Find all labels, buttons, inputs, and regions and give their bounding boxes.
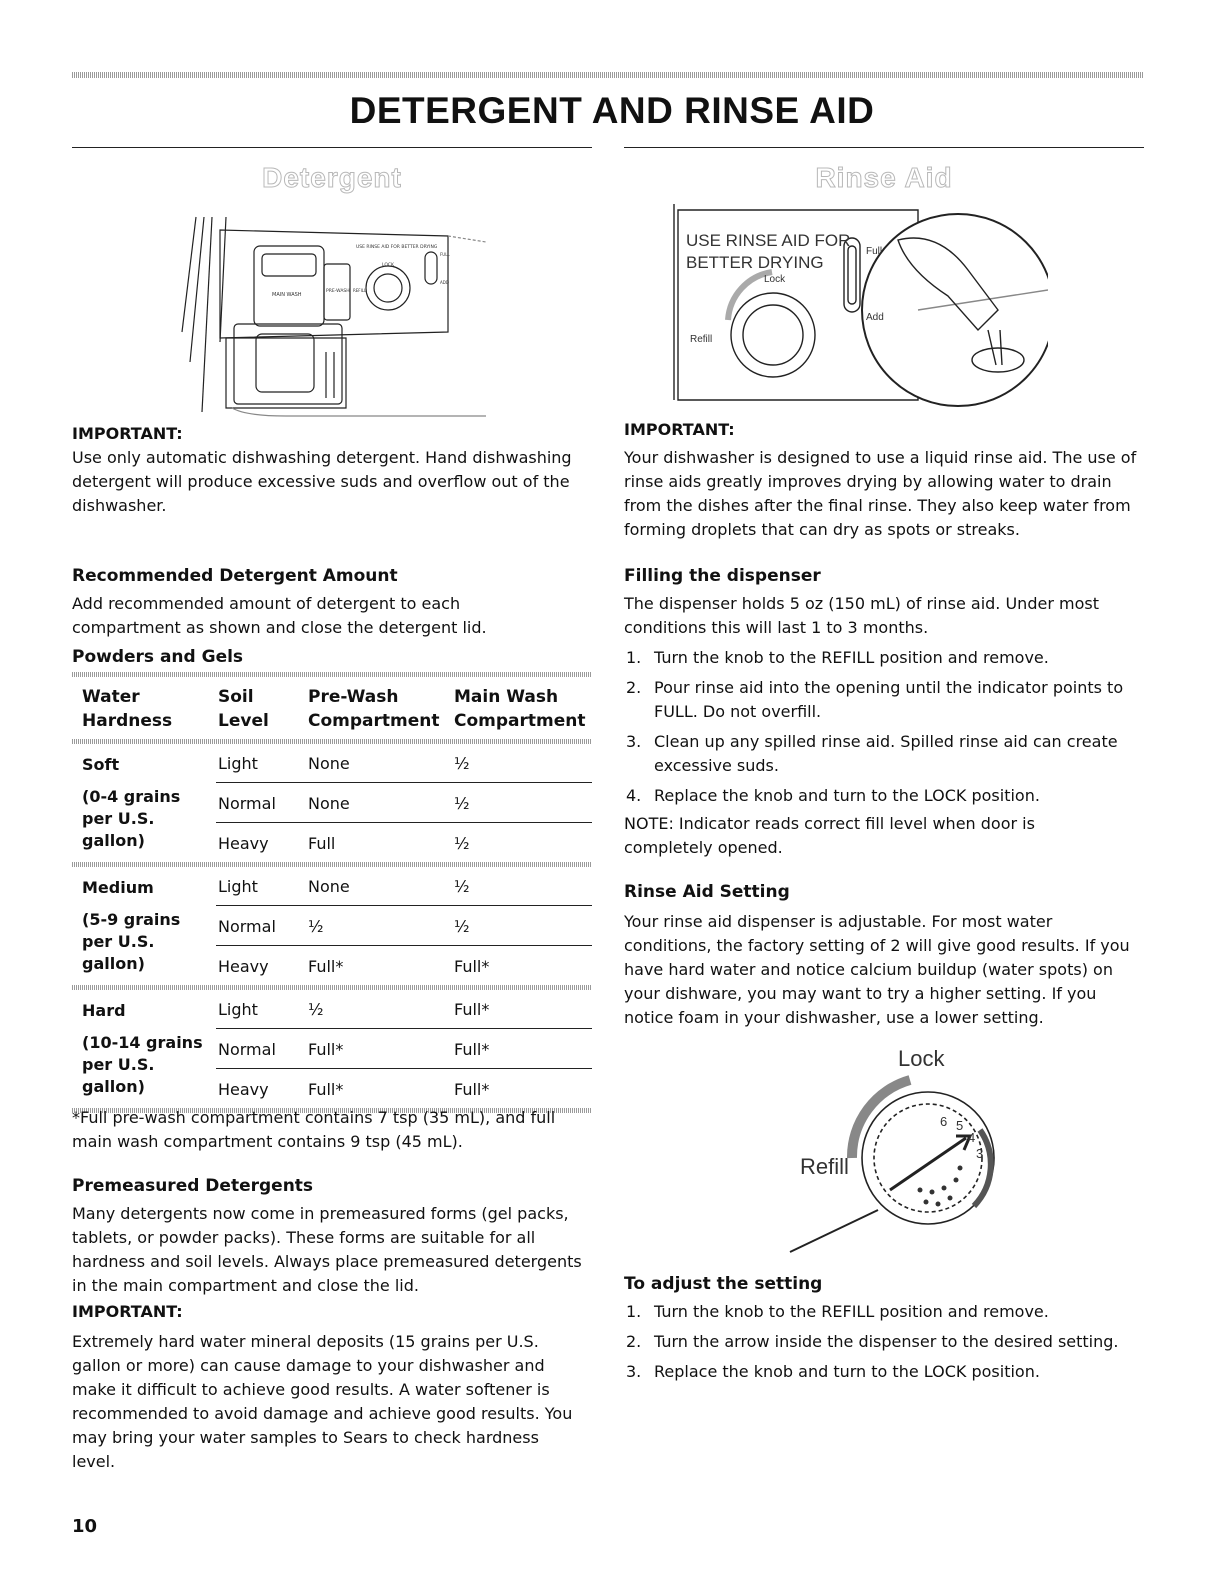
list-item	[624, 1330, 1144, 1354]
step-number: 2.	[626, 1332, 642, 1351]
hardness-name: Medium	[82, 878, 154, 897]
figure-lock-label: LOCK	[382, 263, 394, 268]
header-text: Pre-Wash	[308, 687, 399, 707]
header-main-wash	[454, 685, 586, 733]
figure-add-label: ADD	[440, 280, 449, 285]
table-row	[216, 867, 592, 906]
dial-number: 5	[956, 1118, 964, 1133]
main-cell: Full*	[454, 1080, 490, 1099]
table-row	[216, 1030, 592, 1069]
premeasured-text: Many detergents now come in premeasured forms (gel packs, tablets, or powder packs). These forms are suitable for all hardness and soil levels. Always place premeasured detergents in the main compartment and close the lid.	[72, 1204, 582, 1295]
pre-cell: Full*	[308, 957, 344, 976]
page-number: 10	[72, 1516, 98, 1537]
list-item	[624, 784, 1144, 808]
header-text: Hardness	[82, 711, 173, 731]
rinse-add-label: Add	[866, 312, 884, 323]
detergent-section-title: Detergent	[262, 162, 402, 193]
rinse-important-label: IMPORTANT:	[624, 420, 735, 439]
rinse-aid-section-title: Rinse Aid	[815, 162, 953, 193]
step-text: Replace the knob and turn to the LOCK position.	[654, 1362, 1040, 1381]
header-text: Compartment	[308, 711, 440, 731]
figure-pre-wash-label: PRE-WASH	[326, 289, 350, 294]
main-cell: ½	[454, 754, 470, 773]
rinse-refill-label: Refill	[690, 334, 713, 345]
rinse-important-text: Your dishwasher is designed to use a liquid rinse aid. The use of rinse aids greatly improves drying by allowing water to drain from the dishes after the final rinse. They also keep water from forming droplets that can dry as spots or streaks.	[624, 448, 1137, 539]
pre-cell: ½	[308, 917, 324, 936]
soil-cell: Heavy	[218, 834, 269, 853]
main-cell: ½	[454, 917, 470, 936]
detergent-dispenser-illustration	[176, 212, 496, 418]
table-row	[216, 744, 592, 783]
important2-label: IMPORTANT:	[72, 1302, 183, 1321]
pre-cell: Full	[308, 834, 336, 853]
filling-title: Filling the dispenser	[624, 566, 821, 586]
table-group-medium	[72, 867, 592, 985]
rinse-panel-line2: BETTER DRYING	[686, 253, 824, 272]
list-item	[624, 730, 1144, 778]
filling-steps	[624, 646, 1144, 808]
page-title: DETERGENT AND RINSE AID	[349, 90, 875, 131]
recommended-title: Recommended Detergent Amount	[72, 566, 398, 586]
header-text: Soil	[218, 687, 254, 707]
step-number: 4.	[626, 786, 642, 805]
main-cell: Full*	[454, 1040, 490, 1059]
header-text: Water	[82, 687, 140, 707]
pre-cell: None	[308, 754, 350, 773]
step-number: 1.	[626, 648, 642, 667]
dial-number: 6	[940, 1114, 948, 1129]
rinse-aid-dispenser-illustration	[668, 200, 1048, 410]
pre-cell: None	[308, 794, 350, 813]
soil-cell: Heavy	[218, 957, 269, 976]
main-cell: Full*	[454, 957, 490, 976]
pre-cell: None	[308, 877, 350, 896]
list-item	[624, 646, 1144, 670]
table-row	[216, 784, 592, 823]
right-column-rule	[624, 147, 1144, 148]
step-number: 3.	[626, 732, 642, 751]
step-text: Turn the knob to the REFILL position and remove.	[654, 1302, 1049, 1321]
important-label: IMPORTANT:	[72, 424, 183, 443]
rinse-full-label: Full	[866, 246, 883, 257]
soil-cell: Normal	[218, 1040, 276, 1059]
table-header	[72, 677, 592, 739]
figure-panel-text: USE RINSE AID FOR BETTER DRYING	[356, 245, 438, 250]
step-text: Pour rinse aid into the opening until the indicator points to FULL. Do not overfill.	[654, 678, 1124, 721]
main-cell: ½	[454, 794, 470, 813]
rinse-lock-label: Lock	[764, 274, 786, 285]
rinse-panel-line1: USE RINSE AID FOR	[686, 231, 851, 250]
pre-cell: Full*	[308, 1080, 344, 1099]
header-text: Level	[218, 711, 269, 731]
powders-title: Powders and Gels	[72, 647, 244, 667]
top-hatched-rule	[72, 72, 1144, 78]
main-cell: Full*	[454, 1000, 490, 1019]
step-number: 3.	[626, 1362, 642, 1381]
dial-lock-label: Lock	[898, 1046, 945, 1071]
rinse-aid-dial-illustration	[760, 1040, 1010, 1256]
figure-main-wash-label: MAIN WASH	[272, 292, 302, 298]
adjust-title: To adjust the setting	[624, 1274, 823, 1294]
dial-number: 3	[976, 1146, 984, 1161]
main-cell: ½	[454, 834, 470, 853]
header-text: Compartment	[454, 711, 586, 731]
hardness-desc: (10-14 grains per U.S. gallon)	[82, 1033, 203, 1096]
left-column-rule	[72, 147, 592, 148]
step-text: Replace the knob and turn to the LOCK position.	[654, 786, 1040, 805]
step-text: Clean up any spilled rinse aid. Spilled rinse aid can create excessive suds.	[654, 732, 1118, 775]
list-item	[624, 676, 1144, 724]
adjust-steps	[624, 1300, 1144, 1384]
step-number: 2.	[626, 678, 642, 697]
filling-text: The dispenser holds 5 oz (150 mL) of rinse aid. Under most conditions this will last 1 to 3 months.	[624, 594, 1099, 637]
dial-refill-label: Refill	[800, 1154, 849, 1179]
figure-refill-label: REFILL	[353, 288, 367, 293]
hardness-desc: (5-9 grains per U.S. gallon)	[82, 910, 181, 973]
setting-title: Rinse Aid Setting	[624, 882, 790, 902]
table-row	[216, 907, 592, 946]
important-text: Use only automatic dishwashing detergent. Hand dishwashing detergent will produce excessive suds and overflow out of the dishwasher.	[72, 448, 572, 515]
hardness-name: Soft	[82, 755, 120, 774]
soil-cell: Light	[218, 877, 258, 896]
header-water-hardness	[82, 685, 172, 733]
step-text: Turn the arrow inside the dispenser to the desired setting.	[654, 1332, 1119, 1351]
list-item	[624, 1300, 1144, 1324]
table-group-hard	[72, 990, 592, 1108]
premeasured-title: Premeasured Detergents	[72, 1176, 314, 1196]
header-pre-wash	[308, 685, 440, 733]
list-item	[624, 1360, 1144, 1384]
soil-cell: Light	[218, 754, 258, 773]
header-text: Main Wash	[454, 687, 559, 707]
table-row	[216, 990, 592, 1029]
step-number: 1.	[626, 1302, 642, 1321]
pre-cell: Full*	[308, 1040, 344, 1059]
hardness-name: Hard	[82, 1001, 126, 1020]
table-group-soft	[72, 744, 592, 862]
table-footnote: *Full pre-wash compartment contains 7 tsp (35 mL), and full main wash compartment contains 9 tsp (45 mL).	[72, 1108, 556, 1151]
table-row	[216, 1070, 592, 1108]
header-soil-level	[218, 685, 269, 733]
filling-note: NOTE: Indicator reads correct fill level when door is completely opened.	[624, 814, 1035, 857]
hardness-desc: (0-4 grains per U.S. gallon)	[82, 787, 181, 850]
soil-cell: Heavy	[218, 1080, 269, 1099]
recommended-text: Add recommended amount of detergent to each compartment as shown and close the detergent lid.	[72, 594, 487, 637]
soil-cell: Normal	[218, 794, 276, 813]
pre-cell: ½	[308, 1000, 324, 1019]
soil-cell: Normal	[218, 917, 276, 936]
figure-full-label: FULL	[440, 252, 450, 257]
main-cell: ½	[454, 877, 470, 896]
detergent-table	[72, 672, 592, 1113]
step-text: Turn the knob to the REFILL position and remove.	[654, 648, 1049, 667]
dial-number: 4	[968, 1130, 976, 1145]
soil-cell: Light	[218, 1000, 258, 1019]
table-row	[216, 947, 592, 985]
setting-text: Your rinse aid dispenser is adjustable. For most water conditions, the factory setting of 2 will give good results. If you have hard water and notice calcium buildup (water spots) on your dishware, you may want to try a higher setting. If you notice foam in your dishwasher, use a lower setting.	[624, 912, 1130, 1027]
important2-text: Extremely hard water mineral deposits (15 grains per U.S. gallon or more) can cause damage to your dishwasher and make it difficult to achieve good results. A water softener is recommended to avoid damage and achieve good results. You may bring your water samples to Sears to check hardness level.	[72, 1332, 573, 1471]
table-row	[216, 824, 592, 862]
